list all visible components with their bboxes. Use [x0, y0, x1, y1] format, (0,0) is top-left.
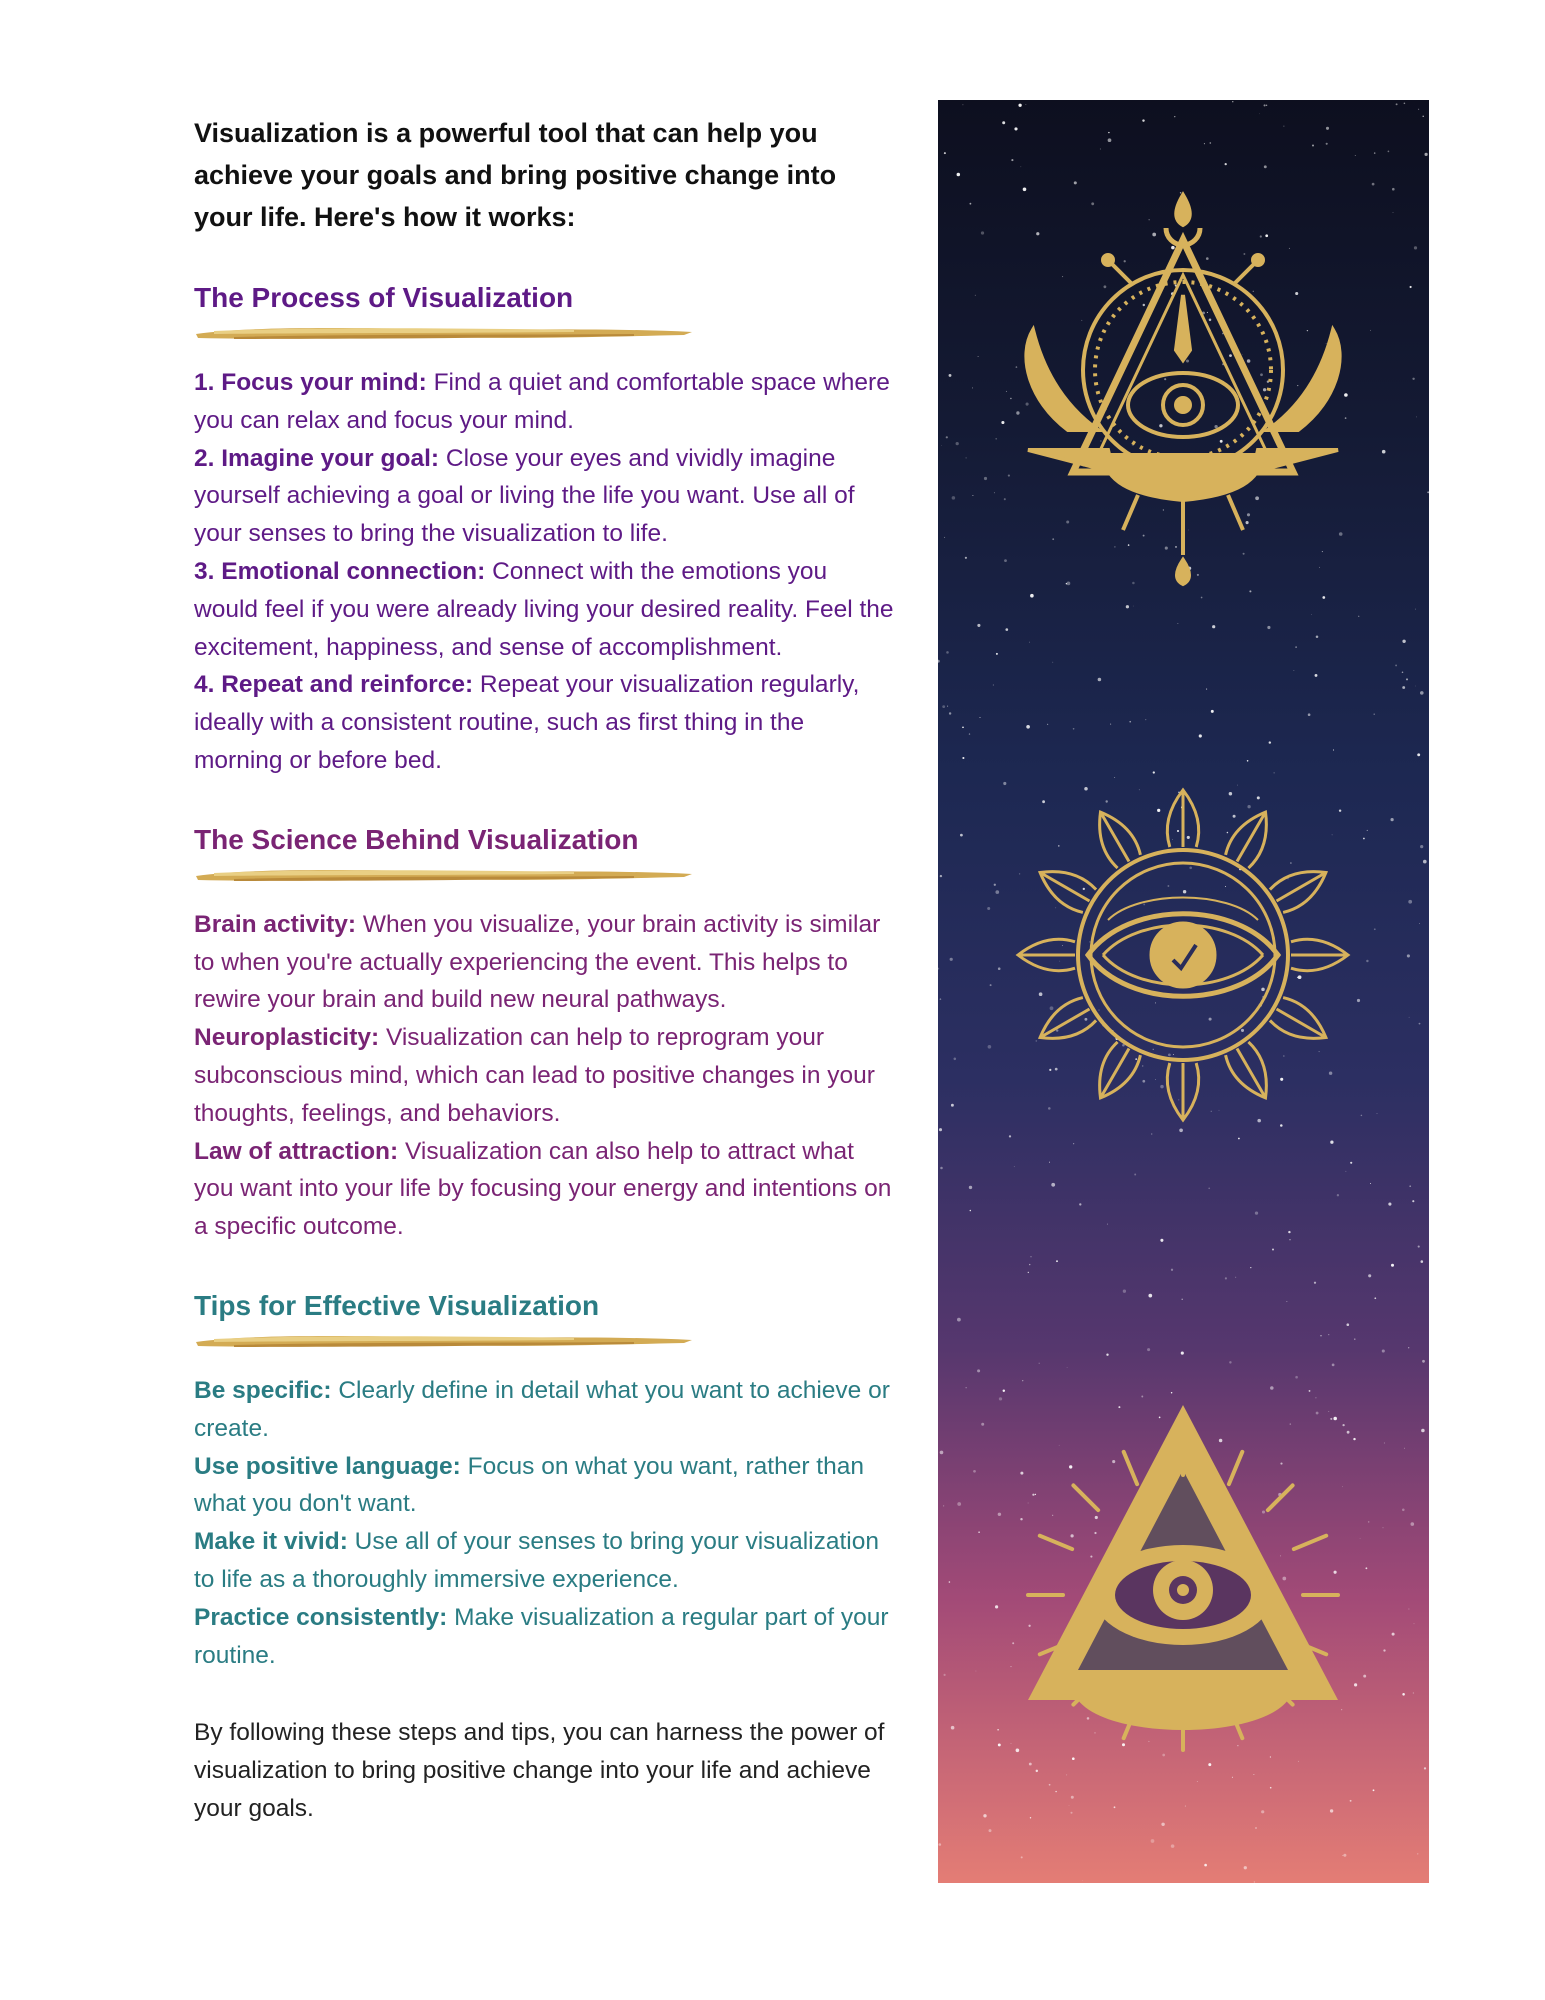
intro-paragraph: Visualization is a powerful tool that can help you achieve your goals and bring positive change into your life. Here's how it works:	[194, 118, 837, 232]
ray	[1040, 1536, 1072, 1549]
section-heading-science: The Science Behind Visualization	[194, 823, 639, 855]
ray	[1073, 1485, 1098, 1510]
list-item: Law of attraction: Visualization can also help to attract what you want into your life by focusing your energy and intentions on a specific outcome.	[194, 1137, 892, 1241]
starry-sky-panel	[938, 100, 1429, 1883]
list-item: Be specific: Clearly define in detail what you want to achieve or create.	[194, 1376, 890, 1442]
ray	[1229, 1452, 1242, 1484]
ray	[1124, 1452, 1137, 1484]
section-heading-tips: Tips for Effective Visualization	[194, 1289, 600, 1321]
text-column	[194, 112, 894, 1828]
section-heading-process: The Process of Visualization	[194, 282, 574, 313]
ray	[1268, 1485, 1293, 1510]
gold-brush-divider	[194, 864, 694, 886]
list-item: 2. Imagine your goal: Close your eyes and vividly imagine yourself achieving a goal or living the life you want. Use all of your senses to bring the visualization to life.	[194, 444, 855, 548]
list-item: 1. Focus your mind: Find a quiet and comfortable space where you can relax and focus your mind.	[194, 369, 890, 434]
section-body-tips	[194, 1372, 894, 1674]
gold-brush-divider	[194, 322, 694, 344]
list-item: 3. Emotional connection: Connect with the emotions you would feel if you were already living your desired reality. Feel the excitement, happiness, and sense of accomplishment.	[194, 557, 894, 661]
section-science	[194, 820, 894, 1246]
list-item: Make it vivid: Use all of your senses to bring your visualization to life as a thoroughly immersive experience.	[194, 1528, 879, 1593]
list-item: Neuroplasticity: Visualization can help to reprogram your subconscious mind, which can lead to positive changes in your thoughts, feelings, and behaviors.	[194, 1024, 875, 1127]
section-body-science	[194, 906, 894, 1246]
eye-of-providence-icon	[1028, 1405, 1338, 1750]
list-item: Practice consistently: Make visualization a regular part of your routine.	[194, 1603, 889, 1669]
section-tips	[194, 1286, 894, 1674]
ray	[1294, 1536, 1326, 1549]
section-body-process	[194, 364, 894, 780]
list-item: 4. Repeat and reinforce: Repeat your visualization regularly, ideally with a consistent routine, such as first thing in the morning or before bed.	[194, 671, 860, 774]
gold-brush-divider	[194, 1330, 694, 1352]
outro-paragraph: By following these steps and tips, you can harness the power of visualization to bring positive change into your life and achieve your goals.	[194, 1719, 885, 1822]
list-item: Use positive language: Focus on what you want, rather than what you don't want.	[194, 1452, 864, 1518]
section-process	[194, 278, 894, 780]
list-item: Brain activity: When you visualize, your brain activity is similar to when you're actually experiencing the event. This helps to rewire your brain and build new neural pathways.	[194, 910, 881, 1014]
